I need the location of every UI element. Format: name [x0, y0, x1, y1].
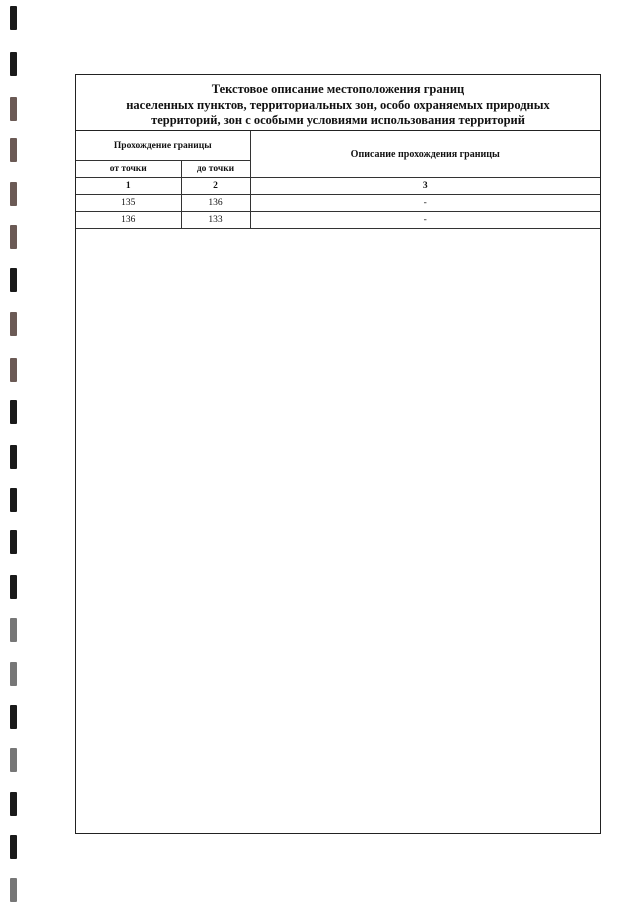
binding-hole: [10, 445, 17, 469]
from-point-header: от точки: [76, 161, 181, 178]
from-point-cell: 136: [76, 212, 181, 229]
document-title: [76, 75, 600, 131]
binding-hole: [10, 530, 17, 554]
description-cell: -: [250, 212, 600, 229]
binding-hole: [10, 835, 17, 859]
binding-hole: [10, 225, 17, 249]
group-header: Прохождение границы: [76, 131, 250, 161]
binding-hole: [10, 97, 17, 121]
description-header: Описание прохождения границы: [250, 131, 600, 178]
binding-hole: [10, 488, 17, 512]
binding-hole: [10, 182, 17, 206]
binding-hole: [10, 400, 17, 424]
from-point-cell: 135: [76, 195, 181, 212]
binding-hole: [10, 705, 17, 729]
binding-hole: [10, 358, 17, 382]
binding-hole: [10, 268, 17, 292]
binding-hole: [10, 6, 17, 30]
title-line-2: населенных пунктов, территориальных зон, особо охраняемых природных: [126, 97, 550, 112]
to-point-cell: 133: [181, 212, 250, 229]
column-number-1: 1: [76, 178, 181, 195]
column-number-2: 2: [181, 178, 250, 195]
binding-hole: [10, 575, 17, 599]
binding-holes: [0, 0, 30, 905]
boundary-table: [76, 131, 600, 229]
table-row: [76, 195, 600, 212]
binding-hole: [10, 312, 17, 336]
description-cell: -: [250, 195, 600, 212]
binding-hole: [10, 662, 17, 686]
to-point-header: до точки: [181, 161, 250, 178]
to-point-cell: 136: [181, 195, 250, 212]
document-frame: [75, 74, 601, 834]
binding-hole: [10, 748, 17, 772]
binding-hole: [10, 52, 17, 76]
binding-hole: [10, 138, 17, 162]
binding-hole: [10, 618, 17, 642]
table-row: [76, 212, 600, 229]
column-number-3: 3: [250, 178, 600, 195]
binding-hole: [10, 792, 17, 816]
title-line-3: территорий, зон с особыми условиями использования территорий: [151, 113, 525, 127]
title-line-1: Текстовое описание местоположения границ: [211, 82, 465, 96]
binding-hole: [10, 878, 17, 902]
